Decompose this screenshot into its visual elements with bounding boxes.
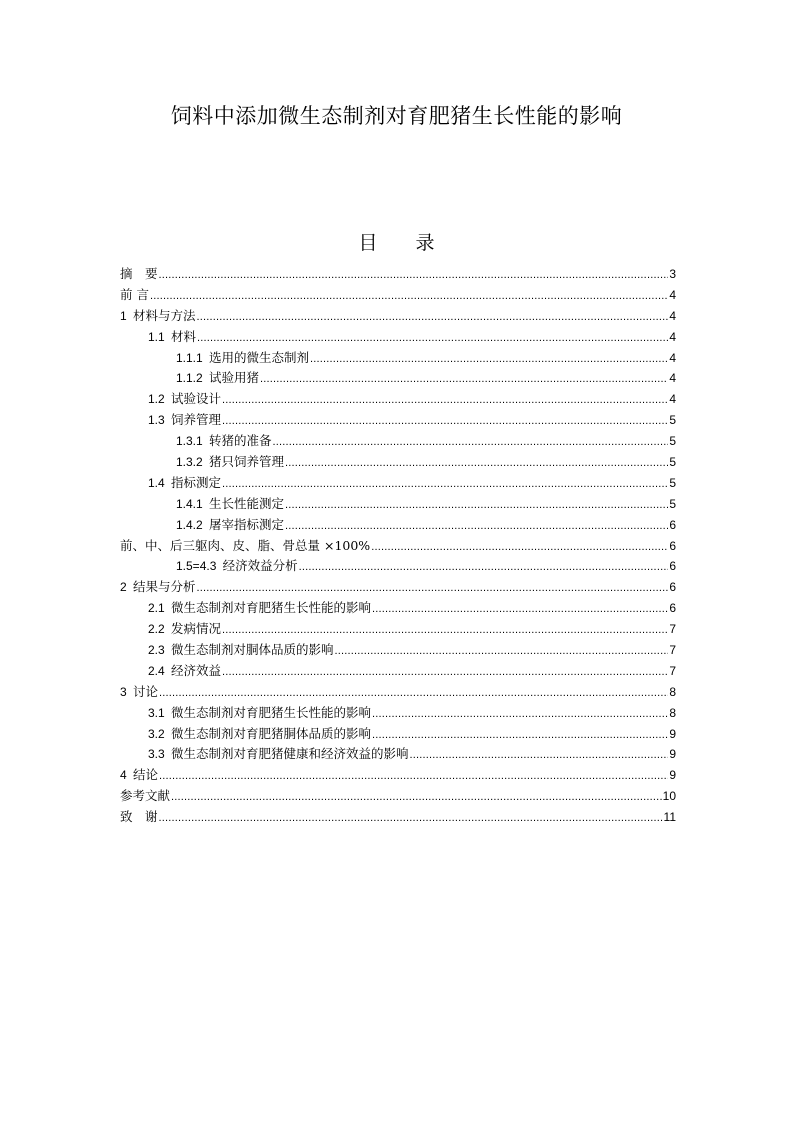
toc-entry-text: 微生态制剂对育肥猪健康和经济效益的影响 <box>170 746 409 762</box>
toc-entry-text: 饲养管理 <box>170 412 221 428</box>
toc-entry-label <box>176 431 271 452</box>
toc-entry-page-number: 4 <box>669 308 676 323</box>
toc-dot-leader <box>409 745 668 766</box>
toc-dot-leader <box>159 808 663 829</box>
toc-entry-text: 经济效益 <box>170 662 221 678</box>
toc-entry-number: 2.1 <box>148 601 165 616</box>
toc-entry-text: 选用的微生态制剂 <box>208 349 309 365</box>
toc-entry-text: 结论 <box>132 767 158 783</box>
toc-entry-number: 1.1 <box>148 329 165 344</box>
toc-entry-number: 2.2 <box>148 622 165 637</box>
toc-entry-label <box>120 285 149 306</box>
toc-entry-page-number: 8 <box>669 705 676 720</box>
toc-dot-leader <box>197 328 668 349</box>
toc-entry-page-number: 11 <box>663 810 676 825</box>
toc-entry-number: 3.3 <box>148 747 165 762</box>
toc-dot-leader <box>171 787 662 808</box>
toc-entry-number: 1.3.2 <box>176 455 203 470</box>
toc-entry-number: 1.2 <box>148 392 165 407</box>
toc-entry[interactable] <box>120 661 676 682</box>
toc-entry-text: 参考文献 <box>120 788 171 804</box>
toc-entry-page-number: 7 <box>669 643 676 658</box>
toc-entry[interactable] <box>120 703 676 724</box>
toc-entry[interactable] <box>120 724 676 745</box>
toc-entry-number: 1.3 <box>148 413 165 428</box>
toc-entry-page-number: 6 <box>669 538 676 553</box>
toc-dot-leader <box>222 411 668 432</box>
toc-entry[interactable] <box>120 327 676 348</box>
toc-dot-leader <box>299 557 669 578</box>
toc-entry-number: 1.1.2 <box>176 371 203 386</box>
toc-entry[interactable] <box>120 640 676 661</box>
toc-entry-text: 微生态制剂对胴体品质的影响 <box>170 642 334 658</box>
toc-entry[interactable] <box>120 285 676 306</box>
toc-entry-text: 讨论 <box>132 683 158 699</box>
toc-entry-text: 经济效益分析 <box>222 558 298 574</box>
toc-dot-leader <box>150 286 668 307</box>
toc-entry-page-number: 4 <box>669 287 676 302</box>
toc-entry-number: 2 <box>120 580 127 595</box>
toc-entry-label <box>176 494 284 515</box>
toc-entry[interactable] <box>120 786 676 807</box>
toc-entry[interactable] <box>120 410 676 431</box>
toc-entry-label <box>120 807 158 828</box>
toc-entry-text: 前 言 <box>120 286 149 302</box>
toc-entry-text: 试验设计 <box>170 391 221 407</box>
toc-entry-text: 转猪的准备 <box>208 433 272 449</box>
toc-dot-leader <box>372 704 668 725</box>
toc-entry-page-number: 4 <box>669 371 676 386</box>
toc-entry-label <box>120 577 195 598</box>
toc-entry-label <box>176 368 259 389</box>
toc-entry-page-number: 9 <box>669 726 676 741</box>
toc-entry-number: 1.4 <box>148 475 165 490</box>
toc-entry-label <box>148 473 221 494</box>
toc-entry-label <box>148 389 221 410</box>
toc-entry[interactable] <box>120 306 676 327</box>
toc-entry[interactable] <box>120 556 676 577</box>
toc-entry-page-number: 4 <box>669 350 676 365</box>
toc-entry-page-number: 3 <box>669 267 676 281</box>
toc-entry-text: 微生态制剂对育肥猪生长性能的影响 <box>170 704 371 720</box>
toc-dot-leader <box>159 766 668 787</box>
toc-entry-label <box>176 515 284 536</box>
toc-entry-page-number: 10 <box>662 789 676 804</box>
document-title: 饲料中添加微生态制剂对育肥猪生长性能的影响 <box>170 104 623 128</box>
toc-entry-label <box>120 682 158 703</box>
toc-entry-number: 1.5=4.3 <box>176 559 217 574</box>
toc-entry[interactable] <box>120 348 676 369</box>
toc-dot-leader <box>222 620 668 641</box>
toc-entry-text: 微生态制剂对育肥猪胴体品质的影响 <box>170 725 371 741</box>
toc-entry-page-number: 6 <box>669 559 676 574</box>
toc-dot-leader <box>222 474 668 495</box>
toc-entry-label <box>176 348 309 369</box>
toc-heading: 目 录 <box>358 232 451 254</box>
toc-entry-label <box>176 556 298 577</box>
toc-entry[interactable] <box>120 494 676 515</box>
toc-dot-leader <box>285 495 668 516</box>
toc-entry-label <box>120 264 158 285</box>
toc-entry-number: 4 <box>120 768 127 783</box>
toc-entry-text: 屠宰指标测定 <box>208 516 284 532</box>
toc-entry-text: 致 谢 <box>120 809 158 825</box>
toc-entry-label <box>148 640 333 661</box>
toc-entry[interactable] <box>120 536 676 557</box>
toc-entry-text: 生长性能测定 <box>208 495 284 511</box>
toc-entry-page-number: 4 <box>669 329 676 344</box>
toc-dot-leader <box>285 453 668 474</box>
toc-entry-page-number: 9 <box>669 747 676 762</box>
toc-entry-text: 摘 要 <box>120 266 158 281</box>
toc-entry-label <box>148 598 371 619</box>
toc-entry-page-number: 5 <box>669 496 676 511</box>
toc-entry-page-number: 5 <box>669 455 676 470</box>
toc-entry-page-number: 5 <box>669 413 676 428</box>
toc-entry-page-number: 7 <box>669 622 676 637</box>
toc-dot-leader <box>371 537 668 558</box>
toc-entry[interactable] <box>120 473 676 494</box>
toc-dot-leader <box>159 265 669 286</box>
toc-entry[interactable] <box>120 264 676 285</box>
toc-dot-leader <box>334 641 668 662</box>
toc-entry-number: 3 <box>120 684 127 699</box>
toc-entry[interactable] <box>120 452 676 473</box>
toc-dot-leader <box>310 349 668 370</box>
toc-entry-number: 1.1.1 <box>176 350 203 365</box>
toc-entry-text: 试验用猪 <box>208 370 259 386</box>
toc-dot-leader <box>222 390 668 411</box>
toc-entry-label <box>148 410 221 431</box>
toc-dot-leader <box>372 725 668 746</box>
toc-dot-leader <box>222 662 668 683</box>
toc-entry[interactable] <box>120 368 676 389</box>
toc-entry-page-number: 6 <box>669 580 676 595</box>
toc-dot-leader <box>285 516 668 537</box>
toc-entry-label <box>176 452 284 473</box>
table-of-contents <box>120 264 676 828</box>
toc-entry-number: 1 <box>120 308 127 323</box>
toc-entry-number: 3.1 <box>148 705 165 720</box>
toc-dot-leader <box>272 432 668 453</box>
toc-entry-number: 1.4.1 <box>176 496 203 511</box>
toc-entry-label <box>120 765 158 786</box>
toc-dot-leader <box>260 369 668 390</box>
toc-entry[interactable] <box>120 744 676 765</box>
toc-entry-number: 3.2 <box>148 726 165 741</box>
toc-entry-page-number: 5 <box>669 475 676 490</box>
toc-dot-leader <box>372 599 668 620</box>
toc-entry-text: 指标测定 <box>170 474 221 490</box>
toc-entry-page-number: 7 <box>669 663 676 678</box>
toc-entry-text: 材料与方法 <box>132 307 196 323</box>
toc-entry[interactable] <box>120 682 676 703</box>
toc-entry[interactable] <box>120 389 676 410</box>
toc-entry-text: 结果与分析 <box>132 579 196 595</box>
toc-entry[interactable] <box>120 515 676 536</box>
toc-entry-label <box>148 619 221 640</box>
toc-entry-text: 发病情况 <box>170 621 221 637</box>
toc-entry-label <box>120 786 170 807</box>
toc-entry[interactable] <box>120 598 676 619</box>
toc-entry-page-number: 5 <box>669 434 676 449</box>
toc-entry-label <box>148 327 196 348</box>
toc-dot-leader <box>196 578 668 599</box>
toc-entry-label <box>120 306 195 327</box>
toc-entry-page-number: 6 <box>669 601 676 616</box>
toc-entry[interactable] <box>120 577 676 598</box>
toc-entry-text: 微生态制剂对育肥猪生长性能的影响 <box>170 600 371 616</box>
toc-entry[interactable] <box>120 807 676 828</box>
toc-entry-page-number: 8 <box>669 684 676 699</box>
toc-entry-number: 2.4 <box>148 663 165 678</box>
toc-dot-leader <box>196 307 668 328</box>
toc-entry-number: 2.3 <box>148 643 165 658</box>
toc-entry-text: 前、中、后三躯肉、皮、脂、骨总量 ×100% <box>120 537 371 553</box>
toc-entry-label <box>148 744 408 765</box>
toc-entry[interactable] <box>120 619 676 640</box>
toc-entry[interactable] <box>120 431 676 452</box>
toc-entry-text: 猪只饲养管理 <box>208 454 284 470</box>
toc-entry-number: 1.3.1 <box>176 434 203 449</box>
toc-entry-page-number: 9 <box>669 768 676 783</box>
toc-dot-leader <box>159 683 668 704</box>
toc-entry-label <box>148 703 371 724</box>
toc-entry[interactable] <box>120 765 676 786</box>
toc-entry-page-number: 4 <box>669 392 676 407</box>
toc-entry-page-number: 6 <box>669 517 676 532</box>
toc-entry-label <box>120 536 370 557</box>
toc-entry-text: 材料 <box>170 328 196 344</box>
toc-entry-label <box>148 661 221 682</box>
toc-entry-label <box>148 724 371 745</box>
toc-entry-number: 1.4.2 <box>176 517 203 532</box>
